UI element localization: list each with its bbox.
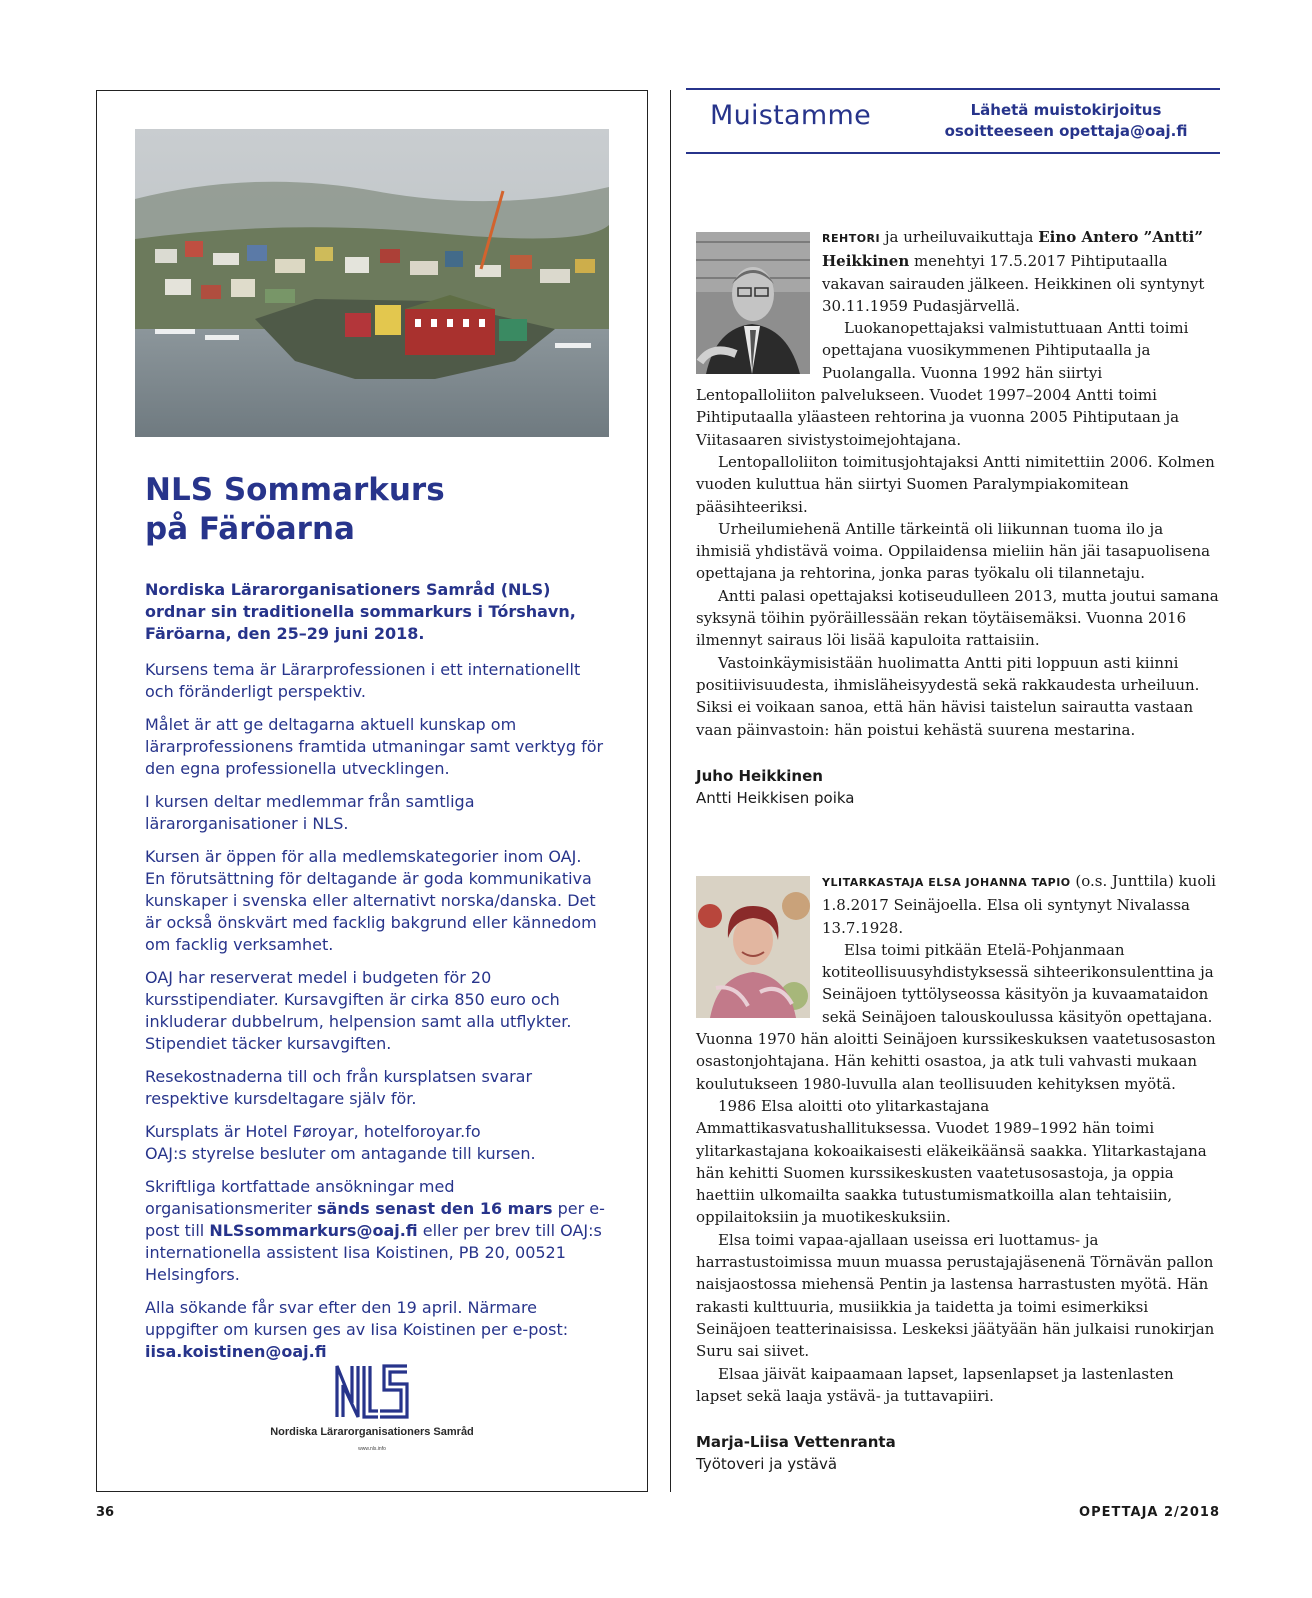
- signature-name: Juho Heikkinen: [696, 766, 823, 785]
- obituary-tapio: [696, 870, 1220, 1476]
- ad-application-paragraph: [145, 1176, 605, 1286]
- obituary-paragraph: Antti palasi opettajaksi kotiseudulleen 2013, mutta joutui samana syksynä töihin pyöräillessään rekan töytäisemäksi. Vuonna 2016 ilmennyt sairaus löi lisää kapuloita rattaisiin.: [696, 586, 1219, 650]
- nls-advertisement: [96, 90, 648, 1492]
- ad-lead: Nordiska Lärarorganisationers Samråd (NLS) ordnar sin traditionella sommarkurs i Tórshavn, Färöarna, den 25–29 juni 2018.: [145, 580, 576, 643]
- obituary-paragraph: Elsaa jäivät kaipaamaan lapset, lapsenlapset ja lastenlasten lapset sekä laaja ystävä- ja tuttavapiiri.: [696, 1364, 1174, 1405]
- submission-note: [916, 100, 1216, 142]
- ad-application-text: per e-post till: [145, 1199, 605, 1240]
- obituary-paragraph: Urheilumiehenä Antille tärkeintä oli liikunnan tuoma ilo ja ihmisiä yhdistävä voima. Oppilaidensa mieliin hän jäi tasapuolisena opettajana ja rehtorina, jonka paras työkalu oli tilannetaju.: [696, 519, 1211, 583]
- obituary-text: (o.s. Junttila) kuoli 1.8.2017 Seinäjoella. Elsa oli syntynyt Nivalassa 13.7.1928.: [822, 872, 1216, 937]
- portrait-tapio: [696, 876, 810, 1018]
- ad-title: [145, 471, 585, 549]
- ad-paragraph: I kursen deltar medlemmar från samtliga lärarorganisationer i NLS.: [145, 792, 475, 833]
- ad-title-line2: på Färöarna: [145, 511, 355, 547]
- column-divider: [670, 90, 671, 1492]
- obituary-paragraph: Lentopalloliiton toimitusjohtajaksi Antti nimitettiin 2006. Kolmen vuoden kuluttua hän siirtyi Suomen Paralympiakomitean pääsihteeriksi.: [696, 452, 1215, 516]
- nls-logo-url[interactable]: www.nls.info: [358, 1446, 386, 1452]
- obituary-text: ja urheiluvaikuttaja: [880, 228, 1039, 246]
- submission-note-email[interactable]: osoitteeseen opettaja@oaj.fi: [944, 122, 1188, 140]
- ad-venue: Kursplats är Hotel Føroyar, hotelforoyar.fo: [145, 1122, 481, 1141]
- ad-contact-paragraph: [145, 1297, 605, 1363]
- signature-role: Työtoveri ja ystävä: [696, 1455, 838, 1474]
- portrait-heikkinen: [696, 232, 810, 374]
- ad-paragraph: Resekostnaderna till och från kursplatsen svarar respektive kursdeltagare själv för.: [145, 1067, 533, 1108]
- ad-deadline: sänds senast den 16 mars: [317, 1199, 553, 1218]
- ad-email-link[interactable]: NLSsommarkurs@oaj.fi: [209, 1221, 418, 1240]
- obituary-name: Eino Antero ”Antti” Heikkinen: [822, 228, 1203, 271]
- signature-name: Marja-Liisa Vettenranta: [696, 1433, 896, 1452]
- magazine-issue: OPETTAJA 2/2018: [1079, 1505, 1220, 1520]
- obituary-paragraph: Elsa toimi pitkään Etelä-Pohjanmaan kotiteollisuusyhdistyksessä sihteerikonsulenttina ja Seinäjoen tyttölyseossa käsityön ja kuvaamataidon sekä Seinäjoen talouskoulussa käsityön opettajana. Vuonna 1970 hän aloitti Seinäjoen kurssikeskuksen vaatetusosaston osastonjohtajana. Hän kehitti osastoa, ja atk tuli vahvasti mukaan koulutukseen 1980-luvulla alan teollisuuden kehityksen myötä.: [696, 940, 1216, 1093]
- obituary-role: YLITARKASTAJA ELSA JOHANNA TAPIO: [822, 876, 1071, 889]
- obituary-heikkinen: [696, 226, 1220, 809]
- nls-logo-mark: [334, 1363, 410, 1419]
- ad-contact-text: Alla sökande får svar efter den 19 april. Närmare uppgifter om kursen ges av Iisa Koistinen per e-post:: [145, 1298, 569, 1339]
- ad-paragraph: OAJ har reserverat medel i budgeten för 20 kursstipendiater. Kursavgiften är cirka 850 euro och inkluderar dubbelrum, helpension samt alla utflykter. Stipendiet täcker kursavgiften.: [145, 968, 572, 1053]
- ad-venue-paragraph: [145, 1121, 605, 1165]
- header-top-rule: [686, 88, 1220, 90]
- ad-application-text: eller per brev till OAJ:s internationella assistent Iisa Koistinen, PB 20, 00521 Helsingfors.: [145, 1221, 602, 1284]
- ad-paragraph: Målet är att ge deltagarna aktuell kunskap om lärarprofessionens framtida utmaningar samt verktyg för den egna professionella utvecklingen.: [145, 715, 604, 778]
- obituary-paragraph: Luokanopettajaksi valmistuttuaan Antti toimi opettajana vuosikymmenen Pihtiputaalla ja Puolangalla. Vuonna 1992 hän siirtyi Lentopalloliiton palvelukseen. Vuodet 1997–2004 Antti toimi Pihtiputaalla yläasteen rehtorina ja vuonna 2005 Pihtiputaan ja Viitasaaren sivistystoimejohtajana.: [696, 319, 1189, 449]
- nls-logo-caption: Nordiska Lärarorganisationers Samråd: [270, 1426, 474, 1438]
- obituary-paragraph: Elsa toimi vapaa-ajallaan useissa eri luottamus- ja harrastustoimissa muun muassa perustajajäsenenä Törnävän pallon naisjaostossa miehensä Pentin ja lastensa harrastusten myötä. Hän rakasti kulttuuria, musiikkia ja taidetta ja toimi esimerkiksi Seinäjoen teatterinaisissa. Leskeksi jäätyään hän julkaisi runokirjan Suru sai siivet.: [696, 1230, 1215, 1361]
- obituary-paragraph: 1986 Elsa aloitti oto ylitarkastajana Ammattikasvatushallituksessa. Vuodet 1989–1992 hän toimi ylitarkastajana kokoaikaisesti eläkeikäänsä saakka. Ylitarkastajana hän kehitti Suomen kurssikeskusten vaatetusosastoja, ja oppia haettiin ulkomailta saakka tutustumismatkoilla alan tehtaisiin, oppilaitoksiin ja muotikeskuksiin.: [696, 1096, 1207, 1227]
- header-bottom-rule: [686, 152, 1220, 154]
- obituary-role: REHTORI: [822, 232, 881, 245]
- torshavn-harbour-photo: [135, 129, 609, 437]
- section-title: Muistamme: [710, 100, 872, 131]
- nls-logo: [97, 1363, 647, 1452]
- ad-title-line1: NLS Sommarkurs: [145, 472, 445, 508]
- ad-contact-email-link[interactable]: iisa.koistinen@oaj.fi: [145, 1342, 327, 1361]
- page-number: 36: [96, 1505, 115, 1520]
- ad-paragraph: Kursens tema är Lärarprofessionen i ett internationellt och föränderligt perspektiv.: [145, 660, 581, 701]
- submission-note-line1: Lähetä muistokirjoitus: [970, 101, 1162, 119]
- obituary-paragraph: Vastoinkäymisistään huolimatta Antti piti loppuun asti kiinni positiivisuudesta, ihmisläheisyydestä sekä rakkaudesta urheiluun. Siksi ei voikaan sanoa, että hän hävisi taistelun sairautta vastaan vaan päinvastoin: hän poistui kehästä suurena mestarina.: [696, 653, 1200, 739]
- ad-application-text: Skriftliga kortfattade ansökningar med organisationsmeriter: [145, 1177, 455, 1218]
- signature-role: Antti Heikkisen poika: [696, 789, 855, 808]
- ad-body: [145, 579, 605, 1374]
- ad-board-decision: OAJ:s styrelse besluter om antagande till kursen.: [145, 1144, 536, 1163]
- ad-paragraph: Kursen är öppen för alla medlemskategorier inom OAJ. En förutsättning för deltagande är goda kommunikativa kunskaper i svenska eller alternativt norska/danska. Det är också önskvärt med facklig bakgrund eller kännedom om facklig verksamhet.: [145, 847, 597, 954]
- obituary-text: menehtyi 17.5.2017 Pihtiputaalla vakavan sairauden jälkeen. Heikkinen oli syntynyt 30.11.1959 Pudasjärvellä.: [822, 252, 1205, 315]
